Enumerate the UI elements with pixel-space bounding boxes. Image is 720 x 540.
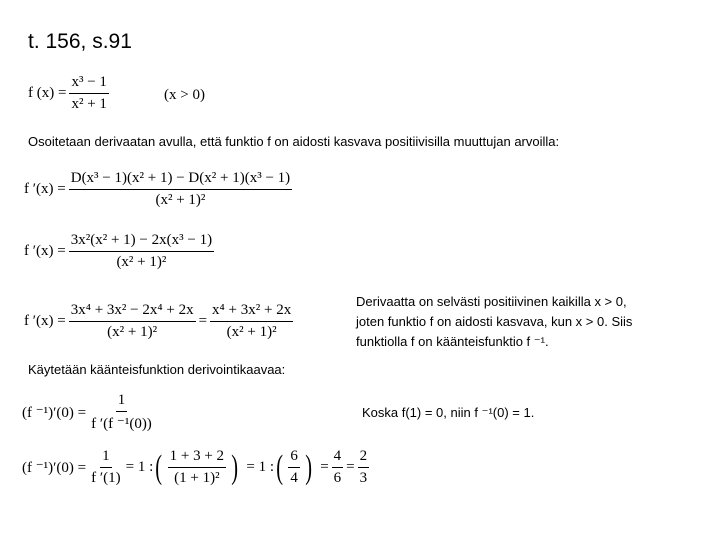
eq2-lhs: f ′(x) = bbox=[24, 243, 66, 259]
eq5-equals-b: = bbox=[346, 459, 355, 475]
eq5-fraction-5 bbox=[358, 448, 370, 487]
eq5-fraction-4 bbox=[332, 448, 344, 487]
eq1-denominator: (x² + 1)² bbox=[155, 192, 206, 208]
derivative-eq-3 bbox=[24, 302, 296, 341]
positivity-note bbox=[356, 292, 632, 352]
right-paren-2: ) bbox=[305, 448, 312, 486]
given-denominator: x² + 1 bbox=[71, 96, 107, 112]
eq5-fraction-3 bbox=[288, 448, 300, 487]
eq1-fraction bbox=[69, 170, 292, 209]
eq3-numerator-1: 3x⁴ + 3x² − 2x⁴ + 2x bbox=[69, 302, 196, 322]
eq5-ratio-1: = 1 : bbox=[125, 459, 154, 475]
eq2-numerator: 3x²(x² + 1) − 2x(x³ − 1) bbox=[69, 232, 214, 252]
eq4-fraction bbox=[89, 392, 154, 433]
given-domain: (x > 0) bbox=[164, 87, 205, 103]
eq5-fraction-2 bbox=[168, 448, 226, 487]
inverse-derivative-calculation bbox=[22, 448, 372, 487]
derivative-eq-2 bbox=[24, 232, 217, 271]
eq3-lhs: f ′(x) = bbox=[24, 313, 66, 329]
eq3-equals: = bbox=[198, 313, 208, 329]
eq5-fraction-2-denominator: (1 + 1)² bbox=[174, 470, 220, 486]
left-paren-2: ( bbox=[276, 448, 284, 486]
eq1-numerator: D(x³ − 1)(x² + 1) − D(x² + 1)(x³ − 1) bbox=[69, 170, 292, 190]
derivative-eq-1 bbox=[24, 170, 295, 209]
eq5-ratio-2: = 1 : bbox=[246, 459, 275, 475]
eq5-equals-a: = bbox=[320, 459, 329, 475]
intro-text: Osoitetaan derivaatan avulla, että funktio f on aidosti kasvava positiivisilla muuttujan arvoilla: bbox=[28, 134, 560, 149]
positivity-note-line-3: funktiolla f on käänteisfunktio f ⁻¹. bbox=[356, 334, 549, 349]
eq4-denominator: f ′(f ⁻¹(0)) bbox=[91, 416, 152, 432]
right-paren-1: ) bbox=[231, 448, 239, 486]
eq3-denominator-2: (x² + 1)² bbox=[226, 324, 277, 340]
positivity-note-line-1: Derivaatta on selvästi positiivinen kaikilla x > 0, bbox=[356, 294, 627, 309]
eq5-fraction-5-denominator: 3 bbox=[359, 470, 368, 486]
eq4-lhs: (f ⁻¹)′(0) = bbox=[22, 405, 87, 421]
eq2-fraction bbox=[69, 232, 214, 271]
left-paren-1: ( bbox=[155, 448, 163, 486]
given-function bbox=[28, 74, 112, 113]
formula-text: Käytetään käänteisfunktion derivointikaavaa: bbox=[28, 362, 286, 377]
positivity-note-line-2: joten funktio f on aidosti kasvava, kun x > 0. Siis bbox=[356, 314, 633, 329]
eq5-fraction-5-numerator: 2 bbox=[358, 448, 370, 468]
eq3-denominator-1: (x² + 1)² bbox=[107, 324, 158, 340]
eq4-numerator: 1 bbox=[116, 392, 128, 412]
eq5-fraction-4-numerator: 4 bbox=[332, 448, 344, 468]
eq5-fraction-3-denominator: 4 bbox=[290, 470, 298, 486]
eq5-fraction-1 bbox=[89, 448, 123, 487]
eq3-fraction-2 bbox=[210, 302, 293, 341]
koska-note: Koska f(1) = 0, niin f ⁻¹(0) = 1. bbox=[362, 405, 535, 420]
eq5-fraction-1-denominator: f ′(1) bbox=[91, 470, 121, 486]
given-fraction bbox=[69, 74, 108, 113]
given-lhs: f (x) = bbox=[28, 85, 67, 101]
given-numerator: x³ − 1 bbox=[69, 74, 108, 94]
eq5-fraction-1-numerator: 1 bbox=[100, 448, 112, 468]
eq1-lhs: f ′(x) = bbox=[24, 181, 66, 197]
eq5-fraction-4-denominator: 6 bbox=[333, 470, 342, 486]
eq3-fraction-1 bbox=[69, 302, 196, 341]
eq3-numerator-2: x⁴ + 3x² + 2x bbox=[210, 302, 293, 322]
eq5-fraction-2-numerator: 1 + 3 + 2 bbox=[168, 448, 226, 468]
eq5-lhs: (f ⁻¹)′(0) = bbox=[22, 460, 87, 476]
eq2-denominator: (x² + 1)² bbox=[116, 254, 167, 270]
page-title: t. 156, s.91 bbox=[28, 30, 132, 53]
eq5-fraction-3-numerator: 6 bbox=[288, 448, 300, 468]
inverse-derivative-formula bbox=[22, 392, 157, 433]
